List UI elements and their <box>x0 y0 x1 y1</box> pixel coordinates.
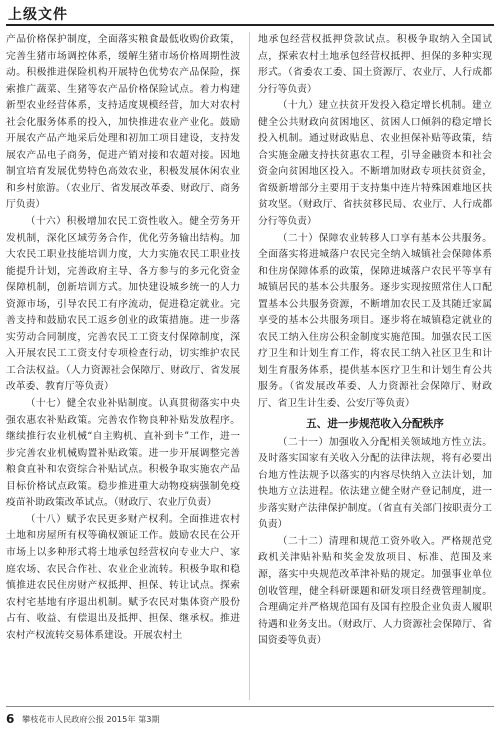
paragraph: （十九）建立扶贫开发投入稳定增长机制。建立健全公共财政向贫困地区、贫困人口倾斜的稳定增长投入机制。通过财政贴息、农业担保补贴等政策，结合实施金融支持扶贫惠农工程，引导金融资本和社会资金向贫困地区投入。不断增加财政专项扶贫资金，省级新增部分主要用于支持集中连片特殊困难地区扶贫攻坚。（财政厅、省扶贫移民局、农业厅、人行成都分行等负责） <box>258 100 492 228</box>
section-heading: 五、进一步规范收入分配秩序 <box>306 417 444 430</box>
paragraph: （二十一）加强收入分配相关领域地方性立法。及时落实国家有关收入分配的法律法规，将有必要出台地方性法规予以落实的内容尽快纳入立法计划，加快地方立法进程。依法建立健全财产登记制度，进一步落实财产法律保护制度。（省直有关部门按职责分工负责） <box>258 436 492 531</box>
page-footer <box>6 712 494 728</box>
paragraph: （十七）健全农业补贴制度。认真贯彻落实中央强农惠农补贴政策。完善农作物良种补贴发放程序。继续推行农业机械“自主购机、直补到卡”工作，进一步完善农业机械购置补贴政策。进一步开展调整完善粮食直补和农资综合补贴试点。积极争取实施农产品目标价格试点政策。稳步推进重大动物疫病强制免疫疫苗补助政策改革试点。（财政厅、农业厅负责） <box>6 398 240 509</box>
right-column <box>258 32 492 700</box>
paragraph: （二十）保障农业转移人口享有基本公共服务。全面落实将进城落户农民完全纳入城镇社会保障体系和住房保障体系的政策，保障进城落户农民平等享有城镇居民的基本公共服务。逐步实现按照常住人口配置基本公共服务资源，不断增加农民工及其随迁家属享受的基本公共服务项目。逐步将在城镇稳定就业的农民工纳入住房公积金制度实施范围。加强农民工医疗卫生和计划生育工作，将农民工纳入社区卫生和计划生育服务体系，提供基本医疗卫生和计划生育公共服务。（省发展改革委、人力资源社会保障厅、财政厅、省卫生计生委、公安厅等负责） <box>258 232 492 410</box>
paragraph: （十六）积极增加农民工资性收入。健全劳务开发机制，深化区域劳务合作，优化劳务输出结构。加大农民工职业技能培训力度，大力实施农民工职业技能提升计划，完善政府主导、各方参与的多元化资金保障机制，创新培训方式。加快建设城乡统一的人力资源市场，引导农民工有序流动，促进稳定就业。完善支持和鼓励农民工返乡创业的政策措施。进一步落实劳动合同制度，完善农民工工资支付保障制度，深入开展农民工工资支付专项检查行动，切实维护农民工合法权益。（人力资源社会保障厅、财政厅、省发展改革委、教育厅等负责） <box>6 216 240 393</box>
publication-name: 攀枝花市人民政府公报 2015年 第3期 <box>22 714 160 724</box>
paragraph: 地承包经营权抵押贷款试点。积极争取纳入全国试点，探索农村土地承包经营权抵押、担保的多种实现形式。（省委农工委、国土资源厅、农业厅、人行成都分行等负责） <box>258 34 492 95</box>
page-header <box>6 4 494 26</box>
paragraph: （二十二）清理和规范工资外收入。严格规范党政机关津贴补贴和奖金发放项目、标准、范围及来源，落实中央规范改革津补贴的规定。加强事业单位创收管理，健全科研课题和研发项目经费管理制度。合理确定并严格规范国有及国有控股企业负责人履职待遇和业务支出。（财政厅、人力资源社会保障厅、省国资委等负责） <box>258 535 492 647</box>
paragraph: 产品价格保护制度，全面落实粮食最低收购价政策，完善生猪市场调控体系，缓解生猪市场价格周期性波动。积极推进保险机构开展特色优势农产品保险，探索推广蔬菜、生猪等农产品价格保险试点。着力构建新型农业经营体系，支持适度规模经营，加大对农村社会化服务体系的投入，加快推进农业产业化。鼓励开展农产品产地采后处理和初加工项目建设，支持发展农产品电子商务，促进产销对接和农超对接。因地制宜培育发展优势特色高效农业，积极发展休闲农业和乡村旅游。（农业厅、省发展改革委、财政厅、商务厅负责） <box>6 34 240 211</box>
paragraph: （十八）赋予农民更多财产权利。全面推进农村土地和房屋所有权等确权颁证工作。鼓励农民在公开市场上以多种形式将土地承包经营权向专业大户、家庭农场、农民合作社、农业企业流转。积极争取和稳慎推进农民住房财产权抵押、担保、转让试点。探索农村宅基地有序退出机制。赋予农民对集体资产股份占有、收益、有偿退出及抵押、担保、继承权。推进农村产权流转交易体系建设。开展农村土 <box>6 513 240 641</box>
header-title: 上级文件 <box>8 7 68 23</box>
column-divider <box>249 32 250 700</box>
page-number: 6 <box>6 712 15 726</box>
footer-rule <box>6 706 494 707</box>
header-rule <box>6 24 494 26</box>
left-column <box>6 32 240 700</box>
